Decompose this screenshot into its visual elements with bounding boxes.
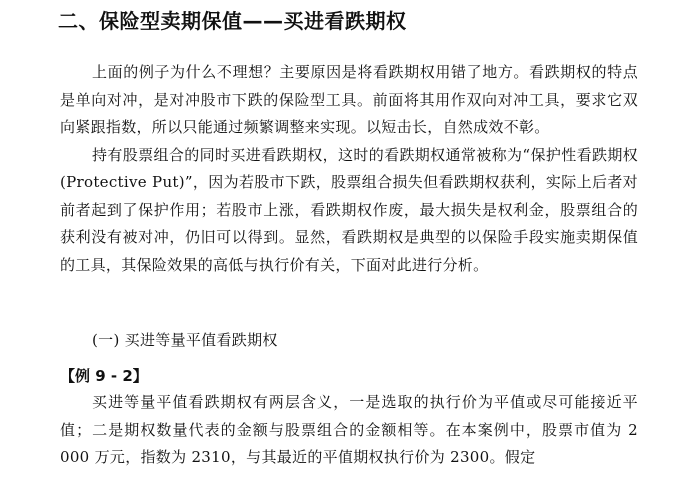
paragraph: 买进等量平值看跌期权有两层含义，一是选取的执行价为平值或尽可能接近平值；二是期权数量代表的金额与股票组合的金额相等。在本案例中，股票市值为 2 000 万元，指数为 2310，与其最近的平值期权执行价为 2300。假定	[60, 393, 638, 466]
subsection-heading: (一) 买进等量平值看跌期权	[92, 331, 278, 349]
section-body	[60, 59, 638, 279]
example-body	[60, 389, 638, 472]
paragraph: 持有股票组合的同时买进看跌期权，这时的看跌期权通常被称为“保护性看跌期权(Protective Put)”，因为若股市下跌，股票组合损失但看跌期权获利，实际上后者对前者起到了保护作用；若股市上涨，看跌期权作废，最大损失是权利金，股票组合的获利没有被对冲，仍旧可以得到。显然，看跌期权是典型的以保险手段实施卖期保值的工具，其保险效果的高低与执行价有关，下面对此进行分析。	[60, 145, 638, 274]
paragraph: 上面的例子为什么不理想？主要原因是将看跌期权用错了地方。看跌期权的特点是单向对冲，是对冲股市下跌的保险型工具。前面将其用作双向对冲工具，要求它双向紧跟指数，所以只能通过频繁调整来实现。以短击长，自然成效不彰。	[60, 63, 638, 136]
example-label: 【例 9 - 2】	[60, 367, 148, 385]
section-heading: 二、保险型卖期保值——买进看跌期权	[58, 9, 407, 33]
